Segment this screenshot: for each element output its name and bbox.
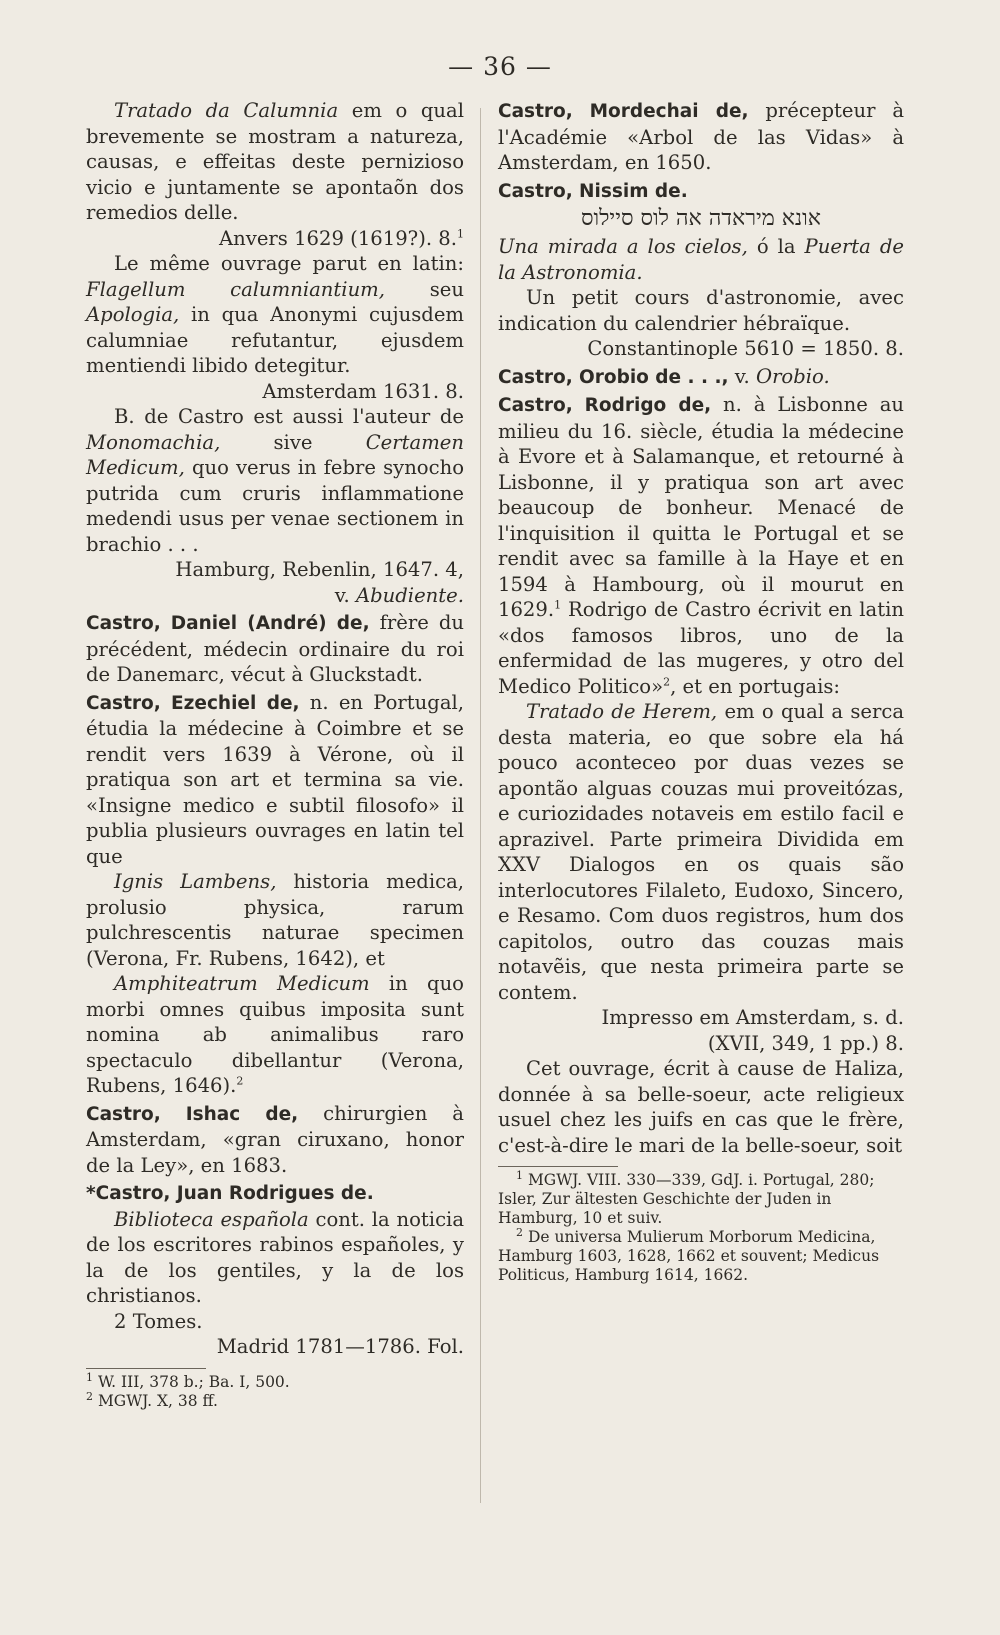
cross-reference: v. Abudiente. bbox=[334, 583, 464, 607]
work-description: Un petit cours d'astronomie, avec indication du calendrier hébraïque. bbox=[498, 286, 904, 335]
column-divider bbox=[480, 108, 481, 1503]
footnote-2: $^2$ MGWJ. X, 38 ff. bbox=[86, 1389, 218, 1410]
imprint: Amsterdam 1631. 8. bbox=[262, 379, 464, 403]
headword-name: Juan Rodrigues de. bbox=[176, 1183, 374, 1204]
book-title: Tratado de Herem, bbox=[526, 700, 718, 723]
headword-name: Ezechiel de, bbox=[171, 692, 300, 714]
book-title: Puerta de la Astronomia. bbox=[498, 235, 904, 284]
footnote-1: $^1$ MGWJ. VIII. 330—339, GdJ. i. Portugal, 280; Isler, Zur ältesten Geschichte der Juden in Hamburg, 10 et suiv. bbox=[498, 1168, 875, 1227]
headword: Castro, bbox=[498, 395, 573, 416]
headword: *Castro, bbox=[86, 1183, 171, 1204]
headword-name: Daniel (André) de, bbox=[170, 613, 370, 634]
headword-name: Orobio de . . ., bbox=[579, 366, 729, 388]
footnote-rule bbox=[86, 1368, 206, 1369]
headword: Castro, bbox=[498, 366, 573, 388]
book-title: Flagellum calumniantium, bbox=[86, 277, 385, 301]
book-title: Tratado da Calumnia bbox=[114, 99, 339, 122]
book-title: Certamen Medicum, bbox=[86, 430, 464, 479]
footnote-mark: 1 bbox=[554, 598, 562, 612]
headword: Castro, bbox=[498, 101, 573, 122]
book-title: Biblioteca española bbox=[114, 1207, 309, 1231]
book-title: Ignis Lambens, bbox=[114, 870, 277, 893]
headword-name: Mordechai de, bbox=[589, 101, 749, 122]
imprint: Impresso em Amsterdam, s. d. bbox=[601, 1006, 904, 1029]
entry-nissim bbox=[498, 178, 904, 205]
imprint-collation: (XVII, 349, 1 pp.) 8. bbox=[707, 1031, 904, 1055]
headword: Castro, bbox=[86, 692, 161, 714]
work-ignis: Ignis Lambens, historia medica, prolusio physica, rarum pulchrescentis naturae specimen (Verona, Fr. Rubens, 1642), et bbox=[86, 870, 464, 970]
book-title: Una mirada a los cielos, bbox=[498, 235, 748, 258]
work-una-mirada: Una mirada a los cielos, ó la Puerta de la Astronomia. bbox=[498, 235, 904, 284]
footnote-mark: 2 bbox=[236, 1074, 244, 1088]
headword-name: Nissim de. bbox=[579, 180, 688, 202]
footnote-2: $^2$ De universa Mulierum Morborum Medicina, Hamburg 1603, 1628, 1662 et souvent; Medicus Politicus, Hamburg 1614, 1662. bbox=[498, 1225, 880, 1284]
hebrew-title: אונא מיראדה אה לוס סיילוס bbox=[581, 206, 821, 231]
footnote-1: $^1$ W. III, 378 b.; Ba. I, 500. bbox=[86, 1370, 290, 1391]
left-column bbox=[86, 98, 464, 1411]
cross-reference: Orobio. bbox=[756, 364, 830, 388]
right-column bbox=[498, 98, 904, 1285]
latin-edition-note: Le même ouvrage parut en latin: Flagellum calumniantium, seu Apologia, in qua Anonymi cujusdem calumniae refutantur, ejusdem mentiendi libido detegitur. bbox=[86, 252, 465, 377]
imprint: Constantinople 5610 = 1850. 8. bbox=[587, 337, 904, 360]
title-text: em o qual brevemente se mostram a natureza, causas, e effeitas deste pernizioso vicio e juntamente se apontaõn dos remedios delle. bbox=[86, 99, 464, 224]
entry-ezechiel: Castro, Ezechiel de, n. en Portugal, étudia la médecine à Coimbre et se rendit vers 1639 à Vérone, où il pratiqua son art et termina sa vie. «Insigne medico e subtil filosofo» il publia plusieurs ouvrages en latin tel que bbox=[86, 690, 465, 868]
page-number: — 36 — bbox=[448, 52, 552, 81]
work-biblioteca: Biblioteca española cont. la noticia de los escritores rabinos españoles, y la de los gentiles, y la de los christianos. bbox=[86, 1207, 464, 1307]
headword: Castro, bbox=[498, 180, 573, 202]
entry-mordechai: Castro, Mordechai de, précepteur à l'Académie «Arbol de las Vidas» à Amsterdam, en 1650. bbox=[498, 99, 904, 174]
imprint: Hamburg, Rebenlin, 1647. 4, bbox=[175, 558, 464, 581]
work-amphiteatrum: Amphiteatrum Medicum in quo morbi omnes quibus imposita sunt nomina ab animalibus raro spectaculo dibellantur (Verona, Rubens, 1646).$^2$ bbox=[86, 972, 464, 1097]
footnote-rule bbox=[498, 1166, 618, 1167]
imprint: Madrid 1781—1786. Fol. bbox=[216, 1335, 464, 1358]
entry-daniel: Castro, Daniel (André) de, frère du précédent, médecin ordinaire du roi de Danemarc, vécut à Gluckstadt. bbox=[86, 611, 464, 686]
book-title: Apologia, bbox=[86, 303, 180, 326]
author-note: B. de Castro est aussi l'auteur de Monomachia, sive Certamen Medicum, quo verus in febre synocho putrida cum cruris inflammatione medendi usus per venae sectionem in brachio . . . bbox=[86, 405, 464, 556]
volumes: 2 Tomes. bbox=[114, 1309, 203, 1333]
headword-name: Rodrigo de, bbox=[584, 395, 712, 416]
work-commentary: Cet ouvrage, écrit à cause de Haliza, donnée à sa belle-soeur, acte religieux usuel chez les juifs en cas que le frère, c'est-à-dire le mari de la belle-soeur, soit bbox=[498, 1057, 904, 1157]
footnote-mark: 2 bbox=[663, 674, 671, 688]
headword-name: Ishac de, bbox=[185, 1103, 299, 1125]
entry-rodrigo: Castro, Rodrigo de, n. à Lisbonne au milieu du 16. siècle, étudia la médecine à Evore et à Salamanque, et retourné à Lisbonne, il y pratiqua son art avec beaucoup de bonheur. Menacé de l'inquisition il quitta le Portugal et se rendit avec sa famille à la Haye et en 1594 à Hambourg, où il mourut en 1629.$^1$ Rodrigo de Castro écrivit en latin «dos famosos libros, uno de la enfermidad de las mugeres, y otro del Medico Politico»$^2$, et en portugais: bbox=[498, 393, 904, 698]
footnote-mark: 1 bbox=[457, 226, 464, 240]
book-title: Amphiteatrum Medicum bbox=[114, 972, 370, 995]
entry-orobio: Castro, Orobio de . . ., v. Orobio. bbox=[498, 364, 830, 388]
headword: Castro, bbox=[86, 1103, 161, 1125]
entry-ishac: Castro, Ishac de, chirurgien à Amsterdam, «gran ciruxano, honor de la Ley», en 1683. bbox=[86, 1101, 464, 1177]
headword: Castro, bbox=[86, 613, 161, 634]
entry-juan bbox=[86, 1180, 464, 1207]
book-title: Monomachia, bbox=[86, 430, 221, 454]
work-herem: Tratado de Herem, em o qual a serca desta materia, eo que sobre ela há pouco aconteceo por duas vezes se apontão alguas couzas mui proveitózas, e curiozidades notaveis em estilo facil e aprazivel. Parte primeira Dividida em XXV Dialogos en os quais são interlocutores Filaleto, Eudoxo, Sincero, e Resamo. Com duos registros, hum dos capitolos, outro das couzas mais notavẽis, que nesta primeira parte se contem. bbox=[498, 700, 904, 1004]
imprint: Anvers 1629 (1619?). 8.$^1$ bbox=[219, 226, 464, 250]
entry-continuation-calumnia bbox=[86, 98, 464, 226]
